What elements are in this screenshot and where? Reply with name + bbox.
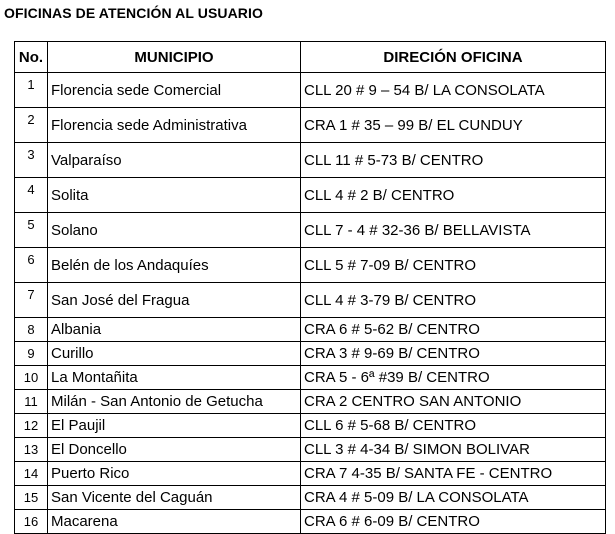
row-num: 5 bbox=[15, 213, 48, 248]
row-direccion: CLL 11 # 5-73 B/ CENTRO bbox=[301, 143, 606, 178]
row-num: 4 bbox=[15, 178, 48, 213]
row-direccion: CLL 7 - 4 # 32-36 B/ BELLAVISTA bbox=[301, 213, 606, 248]
row-municipio: Puerto Rico bbox=[48, 462, 301, 486]
table-row bbox=[15, 438, 606, 462]
row-num: 14 bbox=[15, 462, 48, 486]
header-num: No. bbox=[15, 42, 48, 73]
row-direccion: CRA 5 - 6ª #39 B/ CENTRO bbox=[301, 366, 606, 390]
row-municipio: Curillo bbox=[48, 342, 301, 366]
row-num: 15 bbox=[15, 486, 48, 510]
row-num: 7 bbox=[15, 283, 48, 318]
row-municipio: Macarena bbox=[48, 510, 301, 534]
page-title: OFICINAS DE ATENCIÓN AL USUARIO bbox=[4, 5, 263, 21]
row-direccion: CLL 4 # 2 B/ CENTRO bbox=[301, 178, 606, 213]
row-direccion: CLL 4 # 3-79 B/ CENTRO bbox=[301, 283, 606, 318]
row-direccion: CRA 6 # 5-62 B/ CENTRO bbox=[301, 318, 606, 342]
table-row bbox=[15, 462, 606, 486]
table-row bbox=[15, 73, 606, 108]
table-row bbox=[15, 283, 606, 318]
row-municipio: San José del Fragua bbox=[48, 283, 301, 318]
row-num: 9 bbox=[15, 342, 48, 366]
row-direccion: CLL 20 # 9 – 54 B/ LA CONSOLATA bbox=[301, 73, 606, 108]
table-row bbox=[15, 318, 606, 342]
row-municipio: Solano bbox=[48, 213, 301, 248]
table-header-row bbox=[15, 42, 606, 73]
table-row bbox=[15, 143, 606, 178]
row-direccion: CRA 3 # 9-69 B/ CENTRO bbox=[301, 342, 606, 366]
row-municipio: El Doncello bbox=[48, 438, 301, 462]
row-municipio: Milán - San Antonio de Getucha bbox=[48, 390, 301, 414]
row-num: 12 bbox=[15, 414, 48, 438]
row-direccion: CLL 6 # 5-68 B/ CENTRO bbox=[301, 414, 606, 438]
row-municipio: San Vicente del Caguán bbox=[48, 486, 301, 510]
header-municipio: MUNICIPIO bbox=[48, 42, 301, 73]
table-row bbox=[15, 414, 606, 438]
row-municipio: El Paujil bbox=[48, 414, 301, 438]
row-municipio: Belén de los Andaquíes bbox=[48, 248, 301, 283]
table-row bbox=[15, 108, 606, 143]
row-municipio: Solita bbox=[48, 178, 301, 213]
table-row bbox=[15, 178, 606, 213]
row-num: 8 bbox=[15, 318, 48, 342]
row-num: 1 bbox=[15, 73, 48, 108]
table-row bbox=[15, 366, 606, 390]
row-num: 16 bbox=[15, 510, 48, 534]
table-row bbox=[15, 213, 606, 248]
table-row bbox=[15, 342, 606, 366]
row-direccion: CLL 5 # 7-09 B/ CENTRO bbox=[301, 248, 606, 283]
row-num: 3 bbox=[15, 143, 48, 178]
row-direccion: CLL 3 # 4-34 B/ SIMON BOLIVAR bbox=[301, 438, 606, 462]
row-municipio: Florencia sede Comercial bbox=[48, 73, 301, 108]
table-row bbox=[15, 390, 606, 414]
row-municipio: La Montañita bbox=[48, 366, 301, 390]
row-direccion: CRA 1 # 35 – 99 B/ EL CUNDUY bbox=[301, 108, 606, 143]
table-row bbox=[15, 510, 606, 534]
row-num: 11 bbox=[15, 390, 48, 414]
row-num: 6 bbox=[15, 248, 48, 283]
row-direccion: CRA 2 CENTRO SAN ANTONIO bbox=[301, 390, 606, 414]
row-municipio: Albania bbox=[48, 318, 301, 342]
row-num: 10 bbox=[15, 366, 48, 390]
table-row bbox=[15, 248, 606, 283]
row-num: 2 bbox=[15, 108, 48, 143]
row-municipio: Valparaíso bbox=[48, 143, 301, 178]
row-num: 13 bbox=[15, 438, 48, 462]
row-direccion: CRA 6 # 6-09 B/ CENTRO bbox=[301, 510, 606, 534]
row-direccion: CRA 4 # 5-09 B/ LA CONSOLATA bbox=[301, 486, 606, 510]
row-municipio: Florencia sede Administrativa bbox=[48, 108, 301, 143]
offices-table bbox=[14, 41, 606, 534]
row-direccion: CRA 7 4-35 B/ SANTA FE - CENTRO bbox=[301, 462, 606, 486]
table-row bbox=[15, 486, 606, 510]
header-direccion: DIRECIÓN OFICINA bbox=[301, 42, 606, 73]
